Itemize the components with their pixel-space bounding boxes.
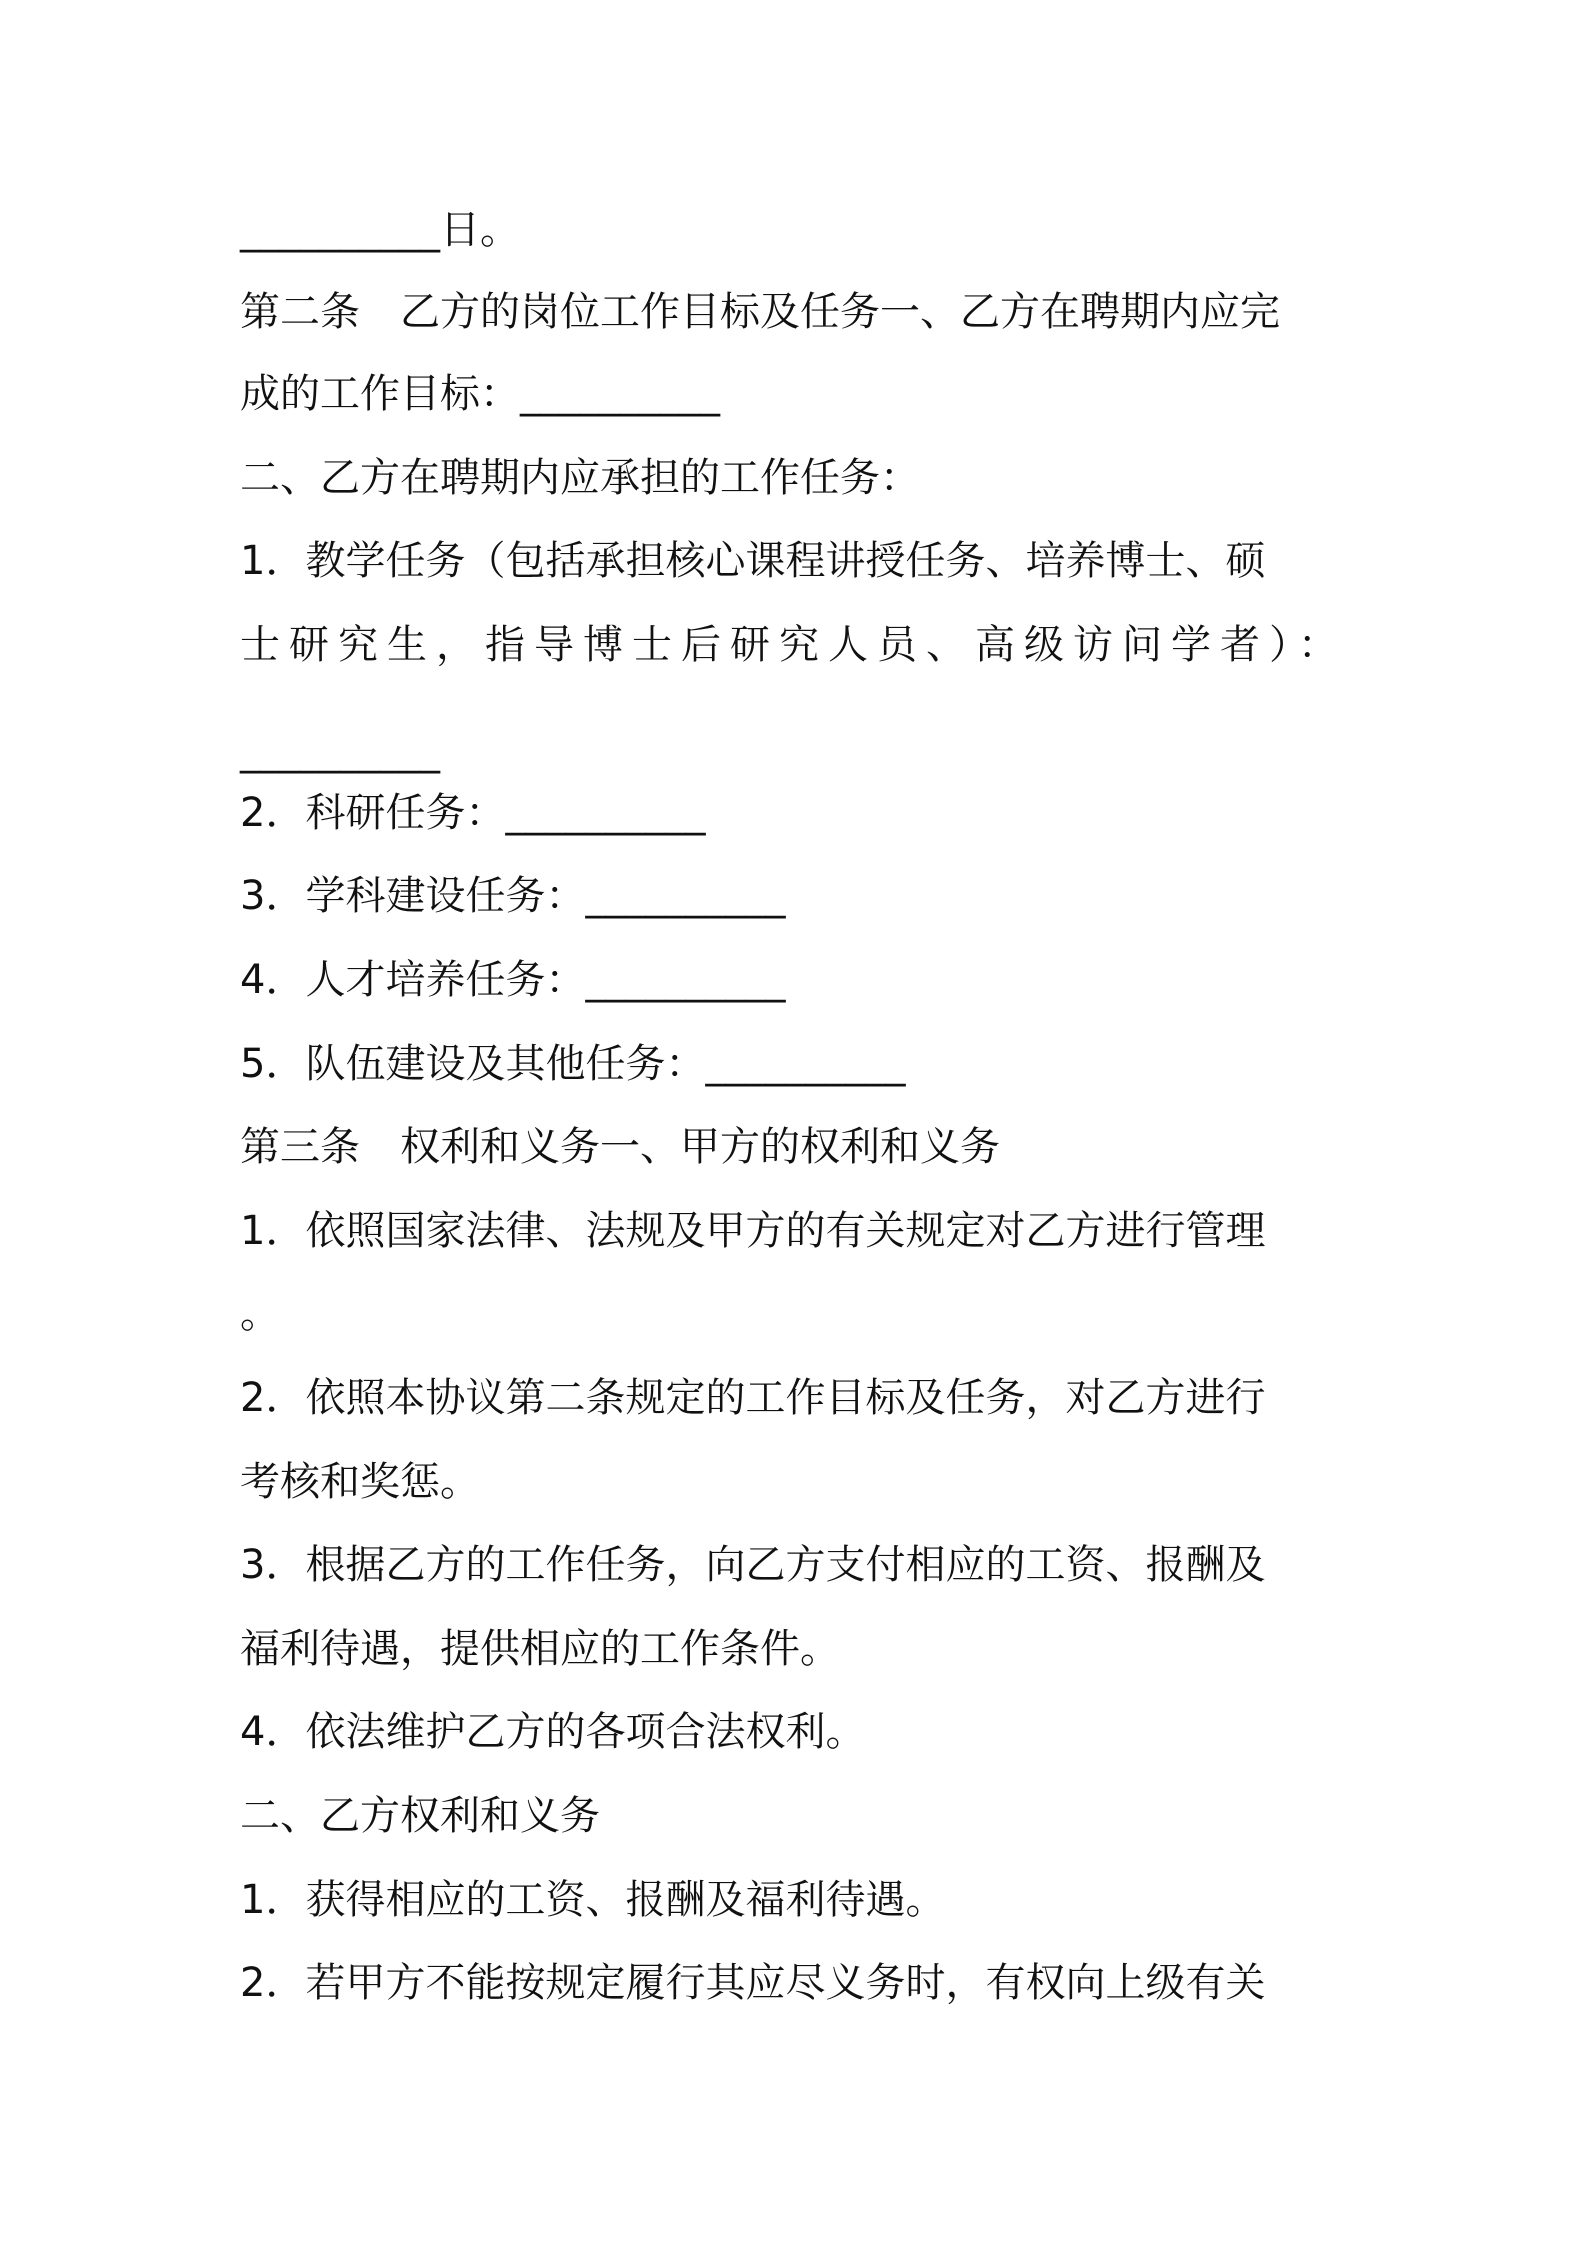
text-line-teaching-task-cont: 士研究生，指导博士后研究人员、高级访问学者）： [240, 622, 1347, 668]
text-line-article-2-heading: 第二条 乙方的岗位工作目标及任务一、乙方在聘期内应完 [240, 289, 1280, 335]
text-line-party-a-duty-1-end: 。 [240, 1291, 280, 1337]
text-line-party-a-duty-3: 3．根据乙方的工作任务，向乙方支付相应的工资、报酬及 [240, 1542, 1266, 1588]
text-line-party-b-right-1: 1．获得相应的工资、报酬及福利待遇。 [240, 1877, 946, 1923]
text-line-talent-task: 4．人才培养任务：__________ [240, 957, 786, 1003]
text-line-work-goal: 成的工作目标：__________ [240, 371, 720, 417]
text-line-team-task: 5．队伍建设及其他任务：__________ [240, 1041, 906, 1087]
text-line-party-b-right-2: 2．若甲方不能按规定履行其应尽义务时，有权向上级有关 [240, 1960, 1266, 2006]
text-line-party-a-duty-3-cont: 福利待遇，提供相应的工作条件。 [240, 1626, 840, 1672]
text-line-party-a-duty-2-cont: 考核和奖惩。 [240, 1459, 480, 1505]
text-line-discipline-task: 3．学科建设任务：__________ [240, 873, 786, 919]
text-line-party-a-duty-1: 1．依照国家法律、法规及甲方的有关规定对乙方进行管理 [240, 1208, 1266, 1254]
text-line-research-task: 2．科研任务：__________ [240, 790, 706, 836]
text-line-work-tasks-heading: 二、乙方在聘期内应承担的工作任务： [240, 455, 920, 501]
text-line-party-b-heading: 二、乙方权利和义务 [240, 1793, 600, 1839]
text-line-teaching-task: 1．教学任务（包括承担核心课程讲授任务、培养博士、硕 [240, 538, 1266, 584]
text-line-party-a-duty-4: 4．依法维护乙方的各项合法权利。 [240, 1709, 866, 1755]
text-line-teaching-blank: __________ [240, 728, 440, 774]
text-line-date-day: __________日。 [240, 207, 520, 253]
text-line-article-3-heading: 第三条 权利和义务一、甲方的权利和义务 [240, 1124, 1000, 1170]
text-line-party-a-duty-2: 2．依照本协议第二条规定的工作目标及任务，对乙方进行 [240, 1375, 1266, 1421]
